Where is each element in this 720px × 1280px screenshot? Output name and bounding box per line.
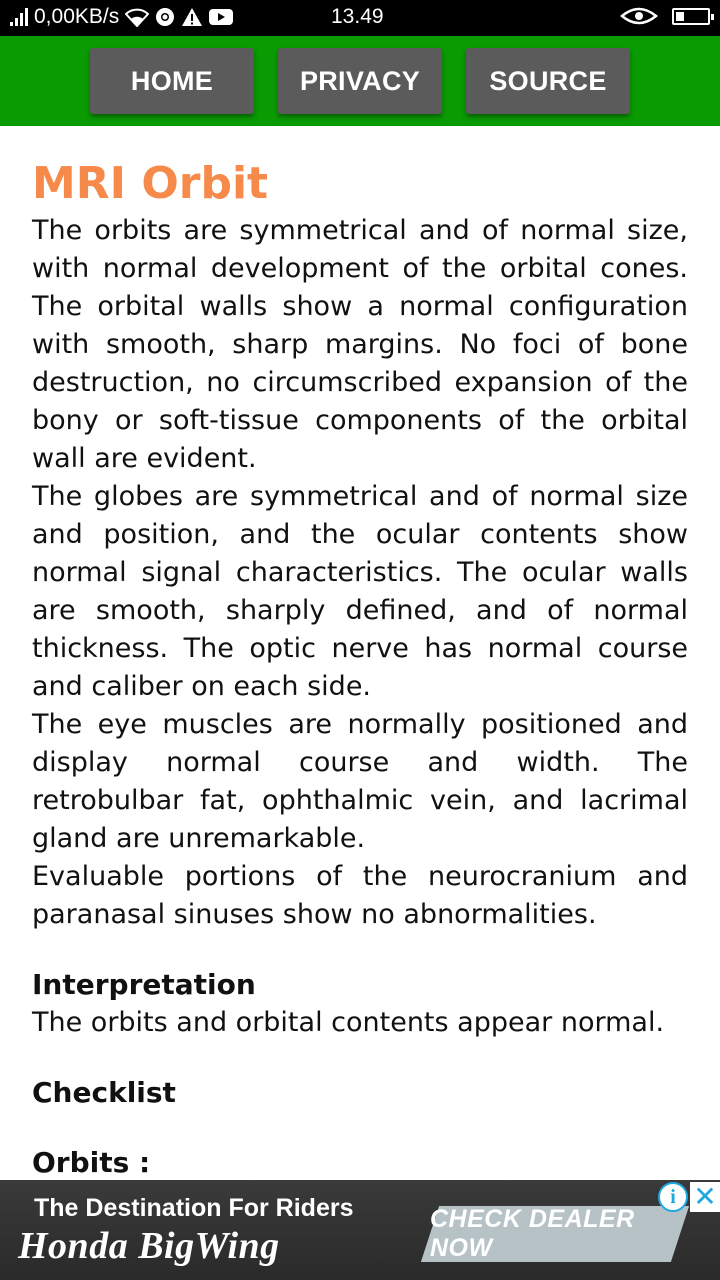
- ad-brand: Honda BigWing: [18, 1225, 280, 1267]
- paragraph-globes: The globes are symmetrical and of normal size and position, and the ocular contents show normal signal characteristics. The ocular walls are smooth, sharply defined, and of normal thickness. The optic nerve has normal course and caliber on each side.: [32, 481, 688, 702]
- interpretation-text: The orbits and orbital contents appear normal.: [32, 1007, 665, 1038]
- wifi-icon: [125, 7, 149, 27]
- orbits-heading: Orbits :: [32, 1146, 151, 1179]
- status-bar: [0, 0, 720, 36]
- signal-icon: [10, 8, 28, 26]
- status-left: [10, 5, 233, 29]
- nav-bar: [0, 36, 720, 126]
- source-button[interactable]: SOURCE: [466, 48, 630, 114]
- paragraph-orbits: The orbits are symmetrical and of normal size, with normal development of the orbital cones. The orbital walls show a normal configuration with smooth, sharp margins. No foci of bone destruction, no circumscribed expansion of the bony or soft-tissue components of the orbital wall are evident.: [32, 215, 688, 474]
- paragraph-neurocranium: Evaluable portions of the neurocranium and paranasal sinuses show no abnormalities.: [32, 861, 688, 930]
- battery-icon: [672, 8, 710, 25]
- ad-close-icon[interactable]: ✕: [690, 1182, 720, 1212]
- article-content: [32, 156, 688, 1182]
- eye-icon: [620, 6, 658, 26]
- privacy-button[interactable]: PRIVACY: [278, 48, 442, 114]
- clock: 13.49: [331, 5, 384, 28]
- warning-icon: [181, 7, 203, 27]
- status-right: [620, 6, 710, 26]
- chrome-icon: [155, 7, 175, 27]
- home-button[interactable]: HOME: [90, 48, 254, 114]
- checklist-heading: Checklist: [32, 1076, 176, 1109]
- ad-tagline: The Destination For Riders: [34, 1194, 354, 1222]
- net-speed: 0,00KB/s: [34, 5, 120, 28]
- ad-banner[interactable]: [0, 1180, 720, 1280]
- battery-fill: [676, 12, 684, 21]
- youtube-icon: [209, 8, 233, 26]
- ad-cta-button[interactable]: CHECK DEALER NOW: [430, 1205, 635, 1262]
- ad-info-icon[interactable]: i: [658, 1182, 688, 1212]
- page-title: MRI Orbit: [32, 158, 269, 209]
- paragraph-muscles: The eye muscles are normally positioned and display normal course and width. The retrobulbar fat, ophthalmic vein, and lacrimal gland are unremarkable.: [32, 709, 688, 854]
- interpretation-heading: Interpretation: [32, 968, 256, 1001]
